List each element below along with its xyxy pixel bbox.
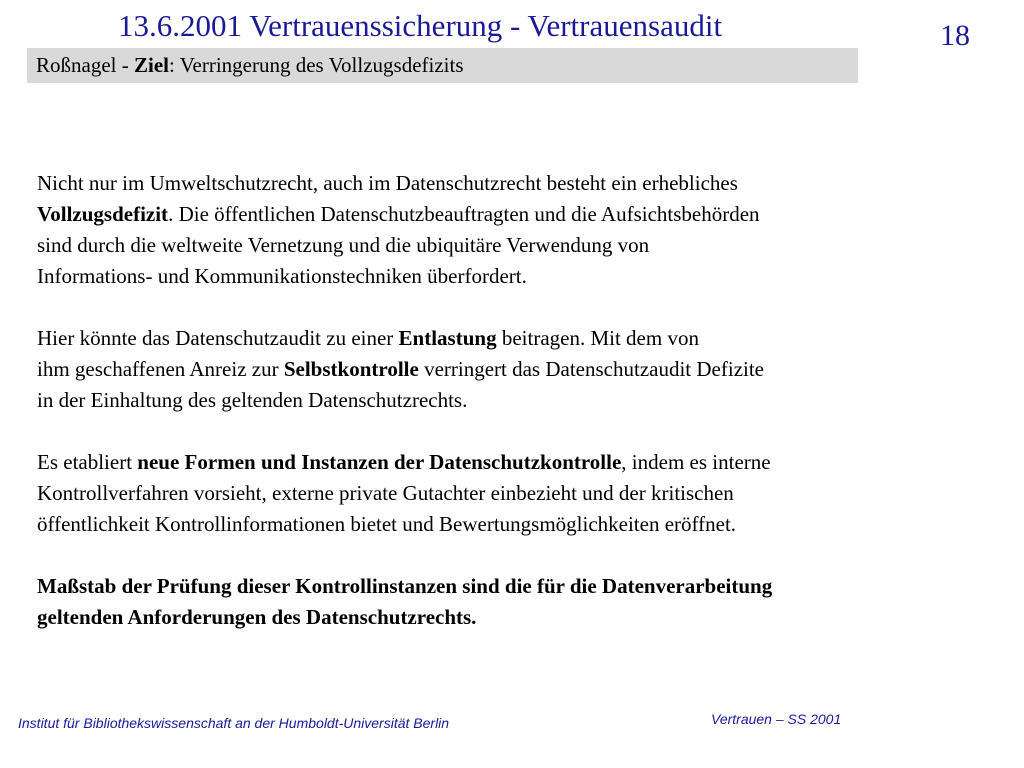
subtitle-bar bbox=[27, 48, 858, 83]
text-span: , indem es interne bbox=[621, 450, 771, 474]
paragraph-1 bbox=[37, 168, 977, 292]
text-span: beitragen. Mit dem von bbox=[496, 326, 699, 350]
footer-course: Vertrauen – SS 2001 bbox=[711, 711, 842, 727]
text-span: Nicht nur im Umweltschutzrecht, auch im Datenschutzrecht besteht ein erhebliches bbox=[37, 171, 738, 195]
bold-span: Vollzugsdefizit bbox=[37, 202, 169, 226]
bold-span: geltenden Anforderungen des Datenschutzrechts. bbox=[37, 605, 477, 629]
subtitle-prefix: Roßnagel - bbox=[36, 53, 134, 77]
text-span: Es etabliert bbox=[37, 450, 138, 474]
bold-span: Entlastung bbox=[398, 326, 497, 350]
subtitle-suffix: : Verringerung des Vollzugsdefizits bbox=[168, 53, 464, 77]
text-span: verringert das Datenschutzaudit Defizite bbox=[418, 357, 764, 381]
body-text bbox=[37, 168, 977, 633]
text-span: Informations- und Kommunikationstechniken überfordert. bbox=[37, 264, 527, 288]
text-span: Kontrollverfahren vorsieht, externe private Gutachter einbezieht und der kritischen bbox=[37, 481, 734, 505]
text-span: in der Einhaltung des geltenden Datenschutzrechts. bbox=[37, 388, 468, 412]
paragraph-2 bbox=[37, 323, 977, 416]
text-span: öffentlichkeit Kontrollinformationen bietet und Bewertungsmöglichkeiten eröffnet. bbox=[37, 512, 737, 536]
bold-span: Maßstab der Prüfung dieser Kontrollinstanzen sind die für die Datenverarbeitung bbox=[37, 574, 773, 598]
text-span: . Die öffentlichen Datenschutzbeauftragten und die Aufsichtsbehörden bbox=[168, 202, 760, 226]
subtitle-bold: Ziel bbox=[133, 53, 169, 77]
bold-span: neue Formen und Instanzen der Datenschutzkontrolle bbox=[137, 450, 622, 474]
text-span: ihm geschaffenen Anreiz zur bbox=[37, 357, 284, 381]
bold-span: Selbstkontrolle bbox=[283, 357, 419, 381]
footer-institution: Institut für Bibliothekswissenschaft an der Humboldt-Universität Berlin bbox=[18, 715, 450, 731]
page-number: 18 bbox=[940, 19, 970, 52]
paragraph-4 bbox=[37, 571, 977, 633]
text-span: Hier könnte das Datenschutzaudit zu einer bbox=[37, 326, 399, 350]
slide-title: 13.6.2001 Vertrauenssicherung - Vertrauensaudit bbox=[118, 8, 723, 43]
text-span: sind durch die weltweite Vernetzung und die ubiquitäre Verwendung von bbox=[37, 233, 650, 257]
paragraph-3 bbox=[37, 447, 977, 540]
